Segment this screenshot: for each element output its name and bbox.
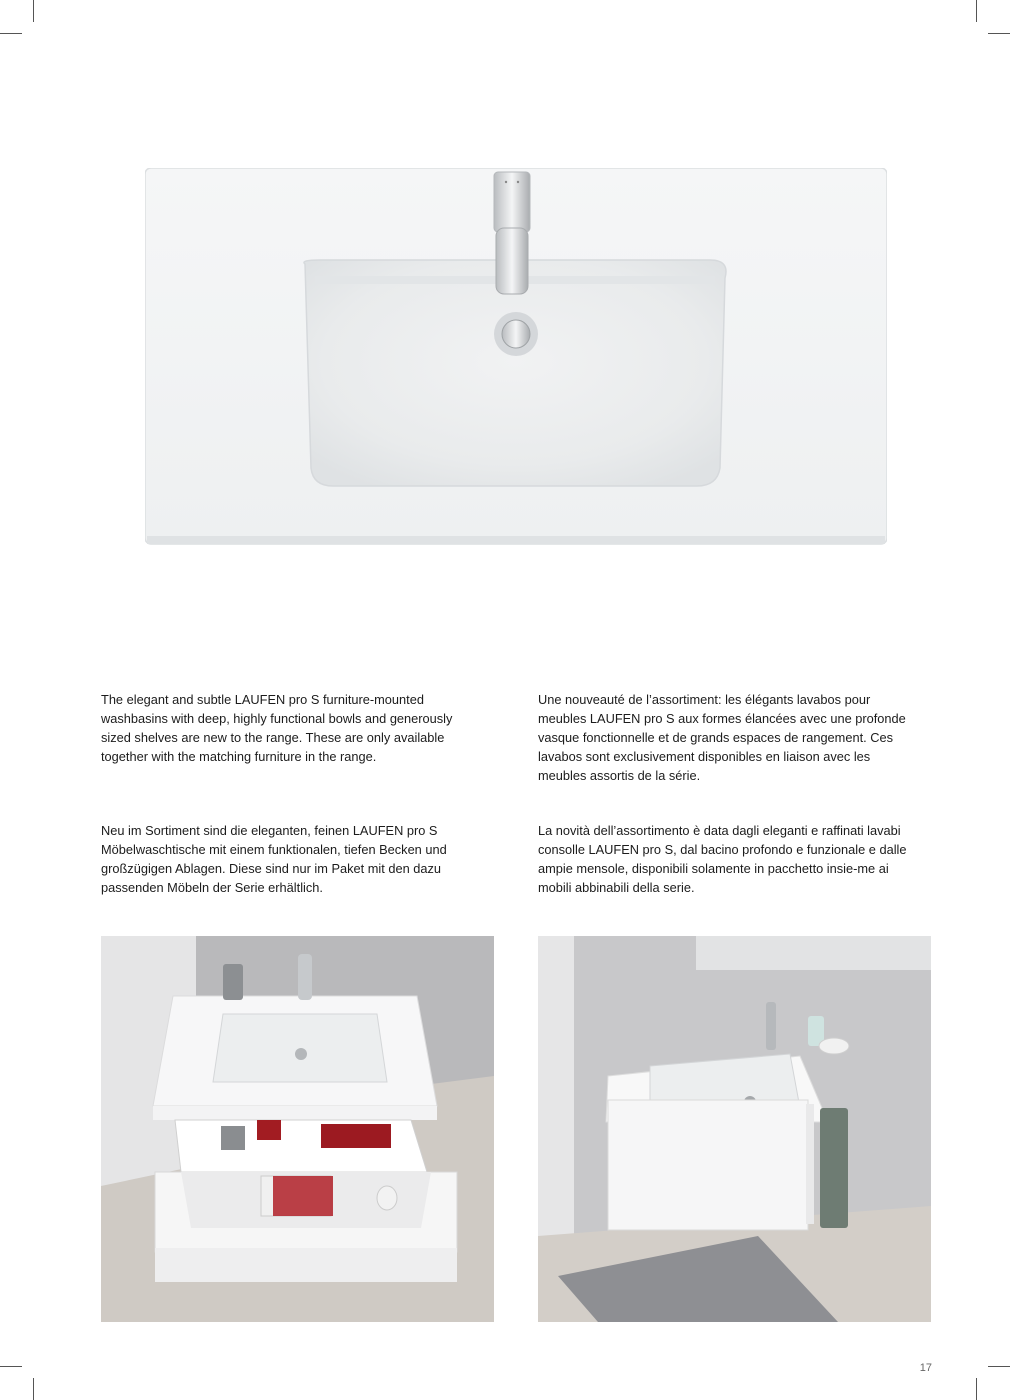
crop-mark [0, 1366, 22, 1367]
crop-mark [988, 33, 1010, 34]
crop-mark [0, 33, 22, 34]
paragraph-english: The elegant and subtle LAUFEN pro S furniture-mounted washbasins with deep, highly functional bowls and generously sized shelves are new to the range. These are only available together with the matching furniture in the range. [101, 692, 453, 764]
wall-hung-vanity-photo [538, 936, 931, 1322]
paragraph-german: Neu im Sortiment sind die eleganten, feinen LAUFEN pro S Möbelwaschtische mit einem funktionalen, tiefen Becken und großzügigen Ablagen. Diese sind nur im Paket mit den dazu passenden Möbeln der Serie erhältlich. [101, 823, 447, 895]
crop-mark [988, 1366, 1010, 1367]
crop-mark [33, 1378, 34, 1400]
paragraph-french: Une nouveauté de l’assortiment: les élégants lavabos pour meubles LAUFEN pro S aux formes élancées avec une profonde vasque fonctionnelle et de grands espaces de rangement. Ces lavabos sont exclusivement disponibles en liaison avec les meubles assortis de la série. [538, 692, 906, 783]
crop-mark [976, 0, 977, 22]
paragraph-italian: La novità dell’assortimento è data dagli eleganti e raffinati lavabi consolle LAUFEN pro S, dal bacino profondo e funzionale e dalle ampie mensole, disponibili solamente in pacchetto insie-me ai mobili abbinabili della serie. [538, 823, 907, 895]
crop-mark [33, 0, 34, 22]
crop-mark [976, 1378, 977, 1400]
washbasin-top-view-image [145, 168, 887, 546]
page-number: 17 [919, 1362, 932, 1374]
vanity-open-drawers-photo [101, 936, 494, 1322]
